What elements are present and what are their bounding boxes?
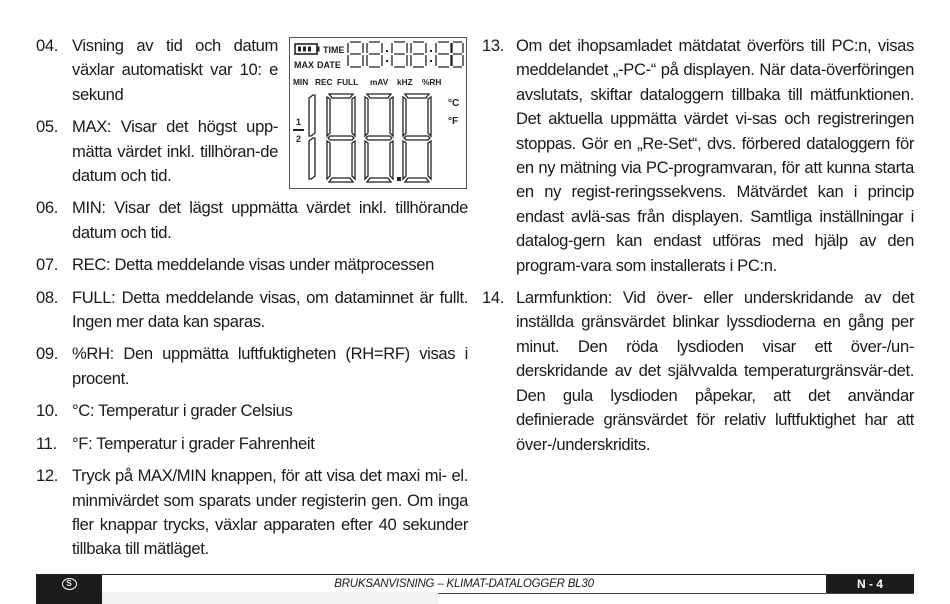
item-text: °F: Temperatur i grader Fahrenheit: [72, 433, 315, 453]
list-item: [36, 464, 468, 562]
lcd-small-digit: [452, 42, 463, 67]
item-number: 09.: [36, 344, 59, 364]
lcd-channel-1: 1: [296, 117, 302, 127]
item-number: 05.: [36, 117, 59, 137]
item-text: Larmfunktion: Vid över- eller underskridande av det inställda gränsvärdet blinkar lyssdioderna en gång per minut. Den röda lysdioden visar ett över-/un-derskridande av det självvalda temperaturgränsvär-det. Den gula lysdioden påpekar, att det användar definierade gränsvärdet för relativ luftfuktighet har att över-/underskridits.: [516, 288, 914, 454]
lcd-decimal-point: [397, 177, 401, 181]
item-number: 08.: [36, 287, 59, 307]
item-number: 13.: [482, 36, 505, 55]
lcd-rh-label: %RH: [422, 77, 442, 87]
lcd-small-digits: [348, 42, 463, 67]
lcd-svg: [290, 38, 466, 188]
scan-edge: [36, 592, 102, 604]
lcd-mav-label: mAV: [370, 77, 389, 87]
lcd-large-digit: [403, 94, 431, 182]
list-item: [36, 253, 468, 277]
item-text: °C: Temperatur i grader Celsius: [72, 401, 293, 421]
lcd-colons: [386, 50, 432, 62]
item-number: 10.: [36, 401, 59, 421]
lcd-min-label: MIN: [293, 77, 309, 87]
lcd-rec-label: REC: [315, 77, 333, 87]
page-number: N - 4: [826, 575, 914, 593]
item-text: Om det ihopsamladet mätdatat överförs till PC:n, visas meddelandet „-PC-“ på displayen. När data-överföringen avslutats, skiftar dataloggern tillbaka till mätfunktionen. Det aktuella uppmätta värdet vi-sas och registreringen stoppas. Gör en „Re-Set“, dvs. förbered dataloggern för en ny mätning via PC-programvaran, för att kunna starta en ny regist-reringssekvens. Mätvärdet kan i princip endast avlä-sas från displayen. Samtliga inställningar i datalog-gern kan endast utföras med hjälp av den program-vara som installerats i PC:n.: [516, 36, 914, 275]
lcd-unit-celsius: °C: [448, 98, 460, 109]
lcd-full-label: FULL: [337, 77, 359, 87]
lcd-time-label: TIME: [323, 45, 345, 55]
list-item: [36, 115, 278, 188]
list-item: [36, 286, 468, 335]
battery-icon: [295, 44, 320, 54]
lcd-large-digit: [365, 94, 393, 182]
item-number: 14.: [482, 288, 505, 308]
footer-title: BRUKSANVISNING – KLIMAT-DATALOGGER BL30: [334, 578, 594, 590]
lcd-unit-fahrenheit: °F: [448, 116, 459, 127]
item-text: Visning av tid och datum växlar automatiskt var 10: e sekund: [72, 36, 278, 104]
item-text: Tryck på MAX/MIN knappen, för att visa det maxi mi- el. minmivärdet som sparats under registerin gen. Om inga fler knappar trycks, växlar apparaten efter 40 sekunder tillbaka till mätläget.: [72, 466, 468, 559]
lcd-large-digit: [309, 95, 315, 179]
lcd-display-figure: [289, 37, 467, 189]
item-text: REC: Detta meddelande visas under mätprocessen: [72, 255, 435, 275]
item-number: 04.: [36, 36, 59, 55]
right-column: [482, 34, 914, 465]
list-item: [482, 286, 914, 457]
lcd-channel-divider: [293, 129, 304, 131]
item-text: MIN: Visar det lägst uppmätta värdet inkl. tillhörande datum och tid.: [72, 198, 468, 242]
scan-edge-light: [102, 592, 438, 604]
item-number: 07.: [36, 255, 59, 275]
lcd-small-digit: [392, 42, 407, 67]
lcd-small-digit: [367, 42, 382, 67]
language-badge: [36, 575, 102, 593]
lcd-small-digit: [348, 42, 363, 67]
lcd-channel-2: 2: [296, 134, 302, 144]
item-number: 06.: [36, 198, 59, 218]
list-item: [36, 432, 468, 456]
list-item: [36, 342, 468, 391]
item-number: 11.: [36, 433, 57, 453]
lcd-large-digits: [309, 94, 431, 182]
list-item: [482, 34, 914, 278]
lcd-max-label: MAX: [294, 60, 314, 70]
lcd-khz-label: kHZ: [397, 77, 413, 87]
lcd-date-label: DATE: [317, 60, 341, 70]
lcd-large-digit: [327, 94, 355, 182]
lcd-small-digit: [411, 42, 426, 67]
list-item: [36, 399, 468, 423]
page-footer: [36, 574, 914, 594]
item-text: %RH: Den uppmätta luftfuktigheten (RH=RF) visas i procent.: [72, 344, 468, 388]
lcd-small-digit: [436, 42, 451, 67]
list-item: [36, 34, 278, 107]
item-text: MAX: Visar det högst upp-mätta värdet inkl. tillhöran-de datum och tid.: [72, 117, 278, 186]
item-number: 12.: [36, 466, 59, 486]
language-code-icon: S: [62, 578, 77, 590]
list-item: [36, 196, 468, 245]
item-text: FULL: Detta meddelande visas, om dataminnet är fullt. Ingen mer data kan sparas.: [72, 287, 468, 332]
